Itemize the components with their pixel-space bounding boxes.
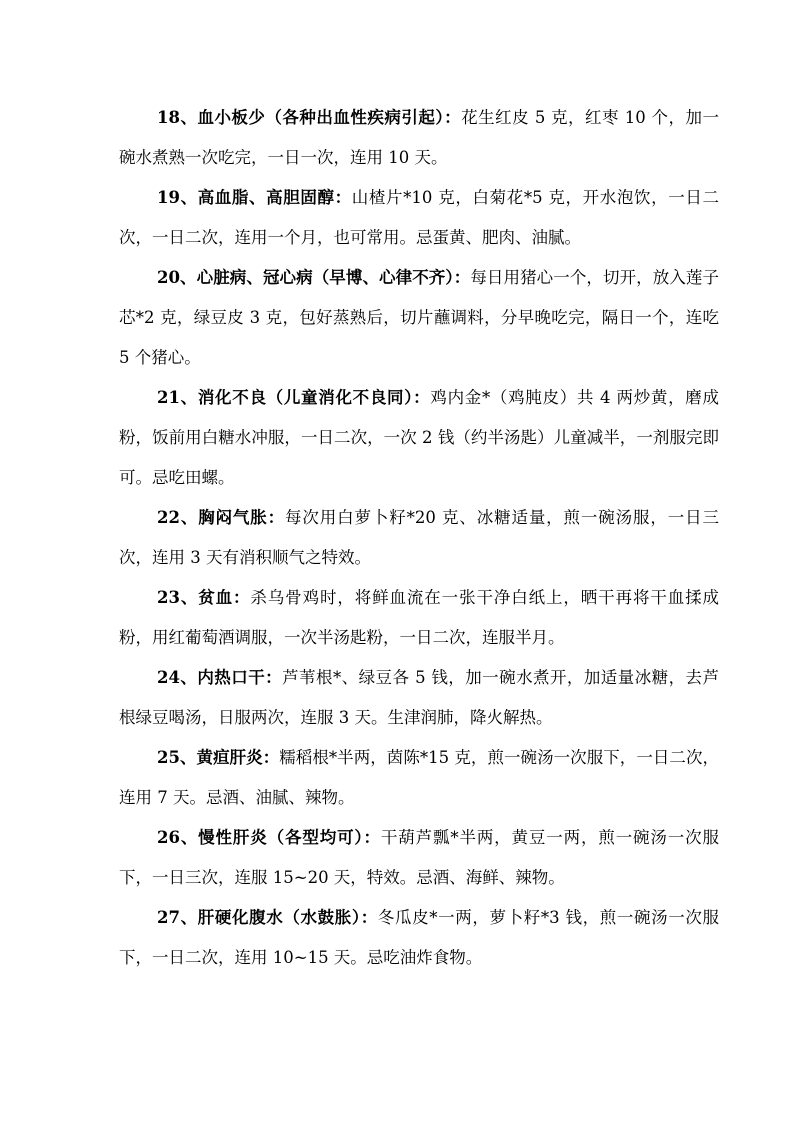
remedy-heading: 19、高血脂、高胆固醇： [157, 188, 352, 207]
remedy-text: 杀乌骨鸡时，将鲜血流在一张干净白纸上，晒干再将干血揉成粉，用红葡萄酒调服，一次半汤匙粉，一日二次，连服半月。 [119, 588, 719, 647]
remedy-heading: 23、贫血： [157, 588, 251, 607]
remedy-heading: 27、肝硬化腹水（水鼓胀）： [157, 908, 378, 927]
remedy-entry-24 [119, 658, 719, 738]
remedy-entry-25 [119, 738, 719, 818]
remedy-heading: 18、血小板少（各种出血性疾病引起）： [157, 108, 462, 127]
remedy-entry-27 [119, 898, 719, 978]
remedy-entry-22 [119, 498, 719, 578]
remedy-entry-26 [119, 818, 719, 898]
remedy-entry-18 [119, 98, 719, 178]
remedy-heading: 24、内热口干： [157, 668, 283, 687]
remedy-text: 鸡内金*（鸡肫皮）共 4 两炒黄，磨成粉，饭前用白糖水冲服，一日二次，一次 2 钱（约半汤匙）儿童减半，一剂服完即可。忌吃田螺。 [119, 388, 719, 487]
remedy-text: 冬瓜皮*一两，萝卜籽*3 钱，煎一碗汤一次服下，一日二次，连用 10~15 天。忌吃油炸食物。 [119, 908, 719, 967]
remedy-heading: 25、黄疸肝炎： [157, 748, 280, 767]
remedy-heading: 20、心脏病、冠心病（早博、心律不齐）： [157, 268, 471, 287]
remedy-text: 花生红皮 5 克，红枣 10 个，加一碗水煮熟一次吃完，一日一次，连用 10 天。 [119, 108, 719, 167]
remedy-text: 山楂片*10 克，白菊花*5 克，开水泡饮，一日二次，一日二次，连用一个月，也可常用。忌蛋黄、肥肉、油腻。 [119, 188, 719, 247]
remedy-text: 干葫芦瓢*半两，黄豆一两，煎一碗汤一次服下，一日三次，连服 15~20 天，特效。忌酒、海鲜、辣物。 [119, 828, 720, 887]
document-body [119, 98, 719, 978]
remedy-heading: 21、消化不良（儿童消化不良同）： [157, 388, 431, 407]
remedy-text: 糯稻根*半两，茵陈*15 克，煎一碗汤一次服下，一日二次，连用 7 天。忌酒、油腻、辣物。 [119, 748, 719, 807]
remedy-entry-20 [119, 258, 719, 378]
remedy-entry-21 [119, 378, 719, 498]
remedy-entry-19 [119, 178, 719, 258]
remedy-heading: 26、慢性肝炎（各型均可）： [157, 828, 381, 847]
remedy-text: 每日用猪心一个，切开，放入莲子芯*2 克，绿豆皮 3 克，包好蒸熟后，切片蘸调料，分早晚吃完，隔日一个，连吃 5 个猪心。 [119, 268, 720, 367]
remedy-entry-23 [119, 578, 719, 658]
remedy-text: 芦苇根*、绿豆各 5 钱，加一碗水煮开，加适量冰糖，去芦根绿豆喝汤，日服两次，连服 3 天。生津润肺，降火解热。 [119, 668, 719, 727]
remedy-heading: 22、胸闷气胀： [157, 508, 286, 527]
remedy-text: 每次用白萝卜籽*20 克、冰糖适量，煎一碗汤服，一日三次，连用 3 天有消积顺气之特效。 [119, 508, 719, 567]
